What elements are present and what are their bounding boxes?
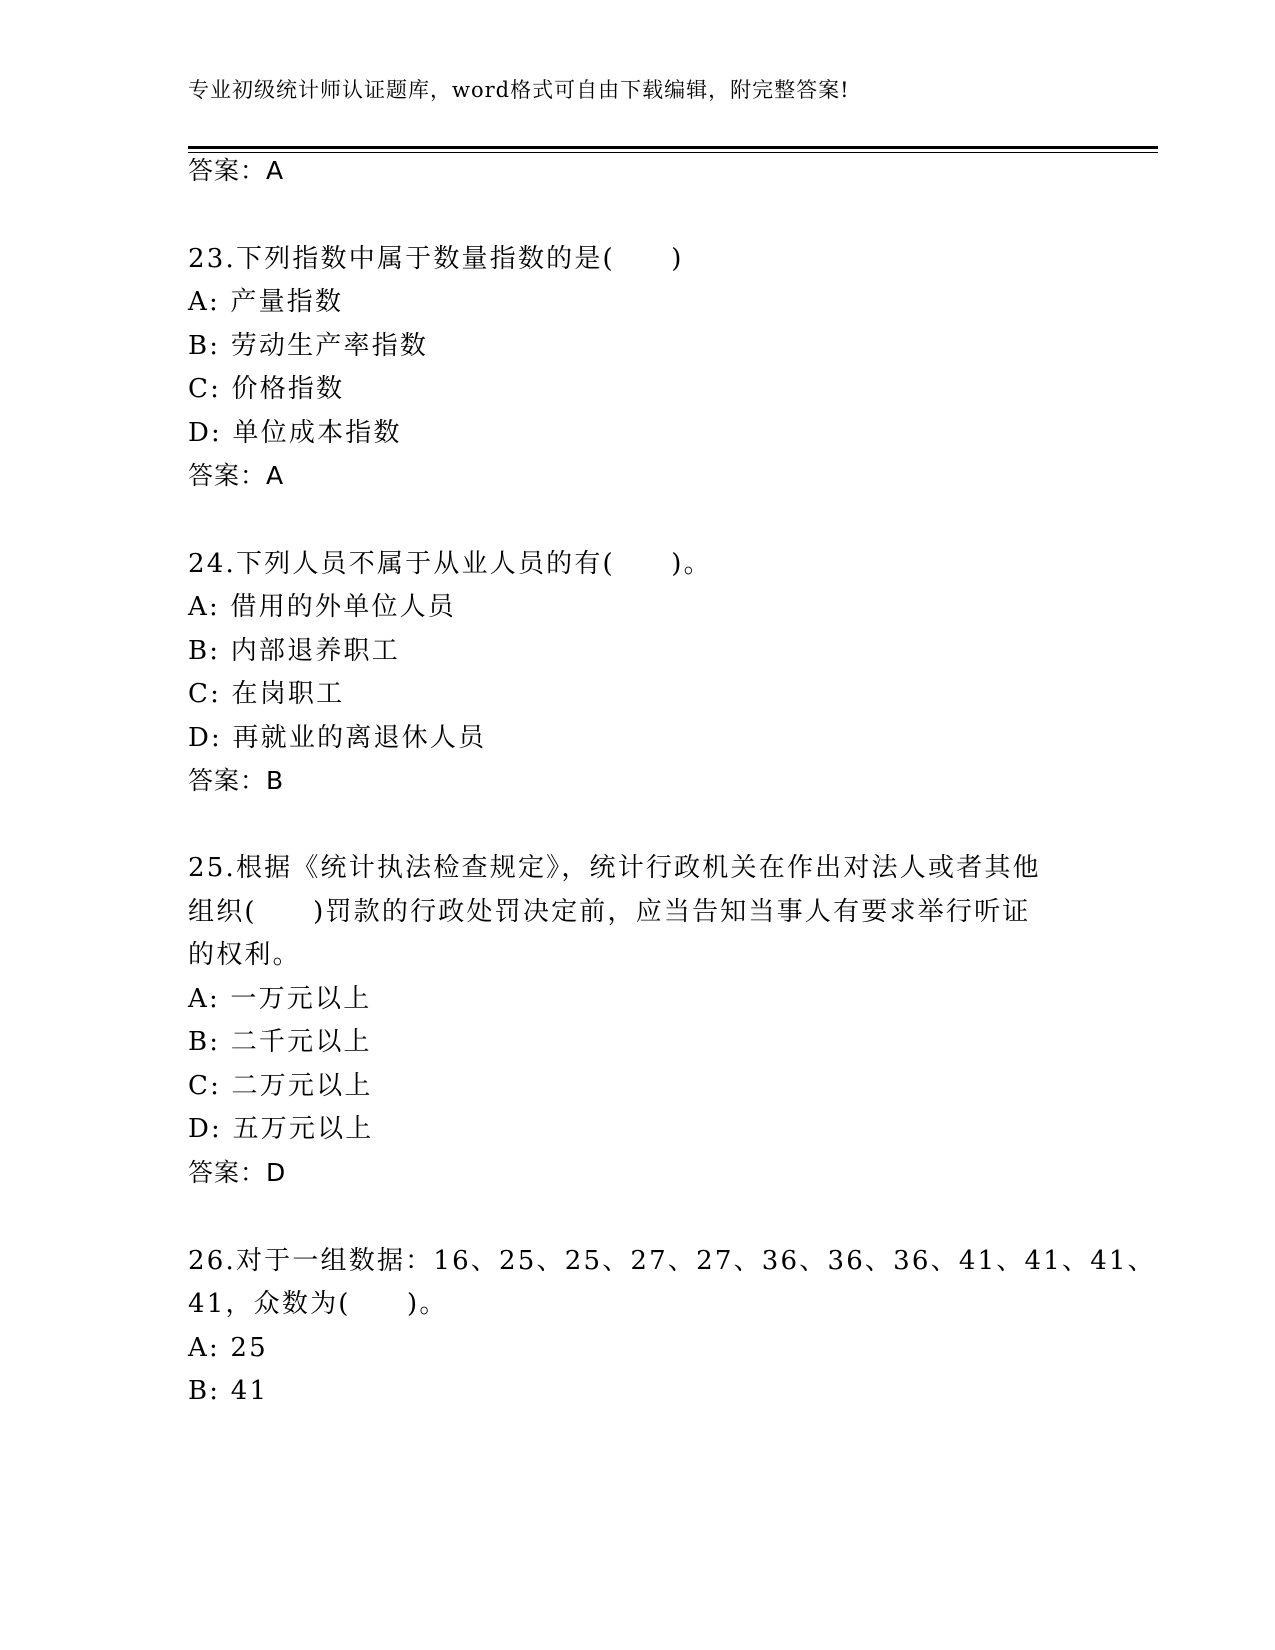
- question-23-option-c: C: 价格指数: [188, 374, 345, 404]
- question-24-answer: 答案：B: [188, 766, 285, 795]
- question-26-option-b: B: 41: [188, 1376, 269, 1406]
- question-26-stem-line-1: 26.对于一组数据：16、25、25、27、27、36、36、36、41、41、41、: [188, 1246, 1156, 1276]
- question-25-option-a: A: 一万元以上: [188, 984, 372, 1014]
- previous-answer: 答案：A: [188, 156, 285, 185]
- question-25-option-d: D: 五万元以上: [188, 1114, 374, 1144]
- question-23-answer: 答案：A: [188, 461, 285, 490]
- question-25-answer: 答案：D: [188, 1158, 287, 1187]
- question-26-option-a: A: 25: [188, 1333, 268, 1363]
- question-24-option-d: D: 再就业的离退休人员: [188, 723, 487, 753]
- question-25-stem-line-2: 组织( )罚款的行政处罚决定前，应当告知当事人有要求举行听证: [188, 897, 1031, 927]
- question-26-stem-line-2: 41，众数为( )。: [188, 1289, 448, 1319]
- question-24-stem: 24.下列人员不属于从业人员的有( )。: [188, 549, 712, 579]
- question-24-option-c: C: 在岗职工: [188, 679, 345, 709]
- page-header: 专业初级统计师认证题库，word格式可自由下载编辑，附完整答案!: [188, 78, 850, 102]
- question-23-option-a: A: 产量指数: [188, 287, 344, 317]
- question-24-option-b: B: 内部退养职工: [188, 636, 400, 666]
- question-23-option-b: B: 劳动生产率指数: [188, 331, 429, 361]
- question-25-stem-line-3: 的权利。: [188, 940, 301, 970]
- question-25-option-b: B: 二千元以上: [188, 1027, 372, 1057]
- question-24-option-a: A: 借用的外单位人员: [188, 592, 457, 622]
- question-23-stem: 23.下列指数中属于数量指数的是( ): [188, 244, 684, 274]
- question-23-option-d: D: 单位成本指数: [188, 418, 402, 448]
- header-divider: [188, 146, 1158, 153]
- question-25-stem-line-1: 25.根据《统计执法检查规定》，统计行政机关在作出对法人或者其他: [188, 853, 1041, 883]
- question-25-option-c: C: 二万元以上: [188, 1071, 373, 1101]
